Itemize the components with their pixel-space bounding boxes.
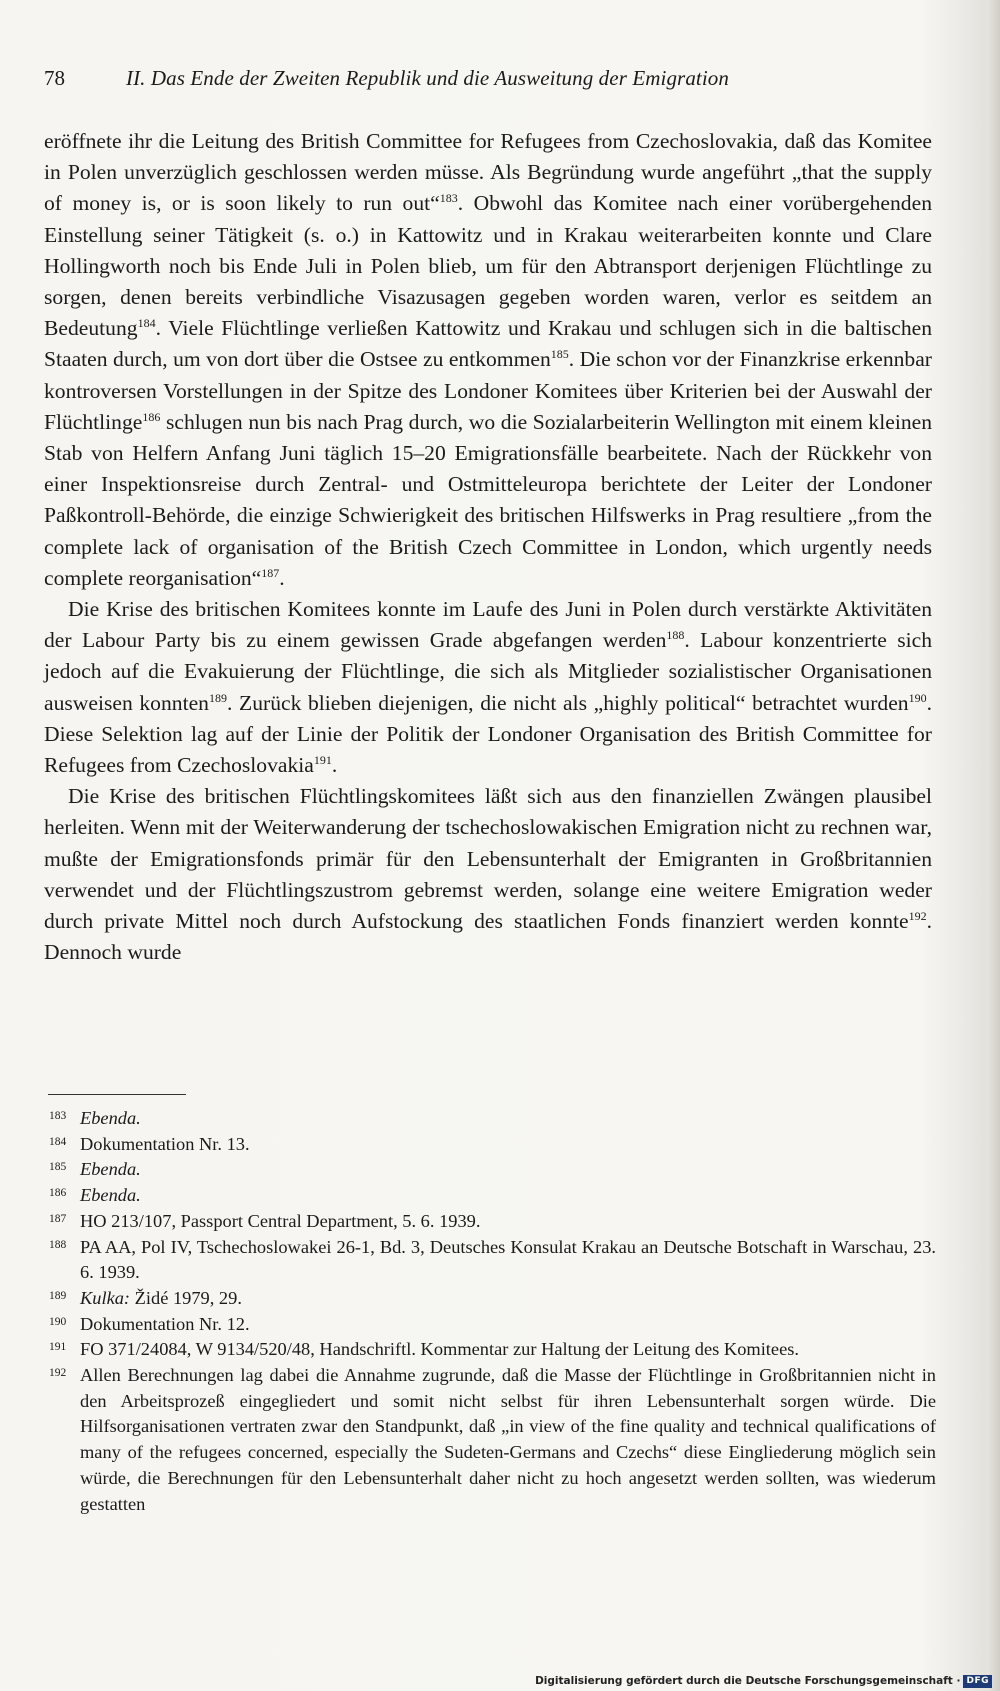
footnote-191	[49, 1337, 936, 1363]
footnote-text: Allen Berechnungen lag dabei die Annahme zugrunde, daß die Masse der Flüchtlinge in Großbritannien nicht in den Arbeitsprozeß eingegliedert und somit nicht selbst für ihren Lebensunterhalt sorgen würde. Die Hilfsorganisationen vertraten zwar den Standpunkt, daß „in view of the fine quality and technical qualifications of many of the refugees concerned, especially the Sudeten-Germans and Czechs“ diese Eingliederung möglich sein würde, die Berechnungen für den Lebensunterhalt daher nicht zu hoch angesetzt werden sollten, was wiederum gestatten	[80, 1365, 936, 1514]
footnote-text: HO 213/107, Passport Central Department, 5. 6. 1939.	[80, 1210, 481, 1231]
page-number: 78	[44, 66, 65, 90]
footnote-188	[49, 1235, 936, 1286]
footnote-ref-185[interactable]: 185	[550, 347, 569, 362]
text-run: .	[331, 753, 338, 778]
digitization-credit	[535, 1673, 992, 1689]
footnote-ref-183[interactable]: 183	[439, 191, 458, 206]
footnote-number: 186	[49, 1187, 67, 1200]
text-run: . Dennoch wurde	[44, 909, 932, 965]
footnotes	[49, 1106, 936, 1517]
footnote-ref-192[interactable]: 192	[908, 909, 927, 924]
footnote-text: PA AA, Pol IV, Tschechoslowakei 26-1, Bd. 3, Deutsches Konsulat Krakau an Deutsche Botschaft in Warschau, 23. 6. 1939.	[80, 1236, 936, 1283]
footnote-number: 183	[49, 1110, 67, 1122]
text-run: . Obwohl das Komitee nach einer vorübergehenden Einstellung seiner Tätigkeit (s. o.) in Kattowitz und in Krakau weiterarbeiten konnte und Clare Hollingworth noch bis Ende Juli in Polen blieb, um für den Abtransport derjenigen Flüchtlinge zu sorgen, denen bereits verbindliche Visazusagen gegeben worden waren, verlor es seitdem an Bedeutung	[44, 191, 932, 341]
footnote-number: 187	[49, 1212, 67, 1225]
footnote-184	[49, 1132, 936, 1158]
footnote-divider	[48, 1094, 186, 1095]
footnote-186	[49, 1183, 936, 1209]
footnote-number: 190	[49, 1315, 67, 1328]
text-run: . Diese Selektion lag auf der Linie der Politik der Londoner Organisation des British Committee for Refugees from Czechoslovakia	[44, 690, 932, 778]
running-head: II. Das Ende der Zweiten Republik und die Ausweitung der Emigration	[126, 66, 729, 90]
footnote-text: Dokumentation Nr. 13.	[80, 1133, 250, 1154]
footnote-number: 185	[49, 1161, 67, 1174]
text-run: . Zurück blieben diejenigen, die nicht als „highly political“ betrachtet wurden	[226, 690, 909, 715]
footnote-183	[49, 1106, 936, 1132]
footnote-text: Dokumentation Nr. 12.	[80, 1313, 250, 1334]
footnote-italic: Ebenda.	[80, 1159, 141, 1180]
text-run: . Viele Flüchtlinge verließen Kattowitz und Krakau und schlugen sich in die baltischen Staaten durch, um von dort über die Ostsee zu entkommen	[44, 316, 932, 372]
page-edge	[986, 0, 1000, 1691]
footnote-italic: Ebenda.	[80, 1185, 141, 1206]
text-run: .	[279, 565, 285, 590]
footnote-185	[49, 1157, 936, 1183]
footnote-ref-188[interactable]: 188	[666, 628, 685, 643]
paragraph-1	[44, 126, 932, 594]
footnote-ref-187[interactable]: 187	[261, 565, 280, 580]
main-text	[44, 126, 932, 968]
footnote-ref-186[interactable]: 186	[142, 409, 161, 424]
footnote-number: 184	[49, 1135, 67, 1148]
footnote-ref-189[interactable]: 189	[208, 690, 227, 705]
footnote-187	[49, 1209, 936, 1235]
footnote-189	[49, 1286, 936, 1312]
text-run: . Labour konzentrierte sich jedoch auf die Evakuierung der Flüchtlinge, die sich als Mitglieder sozialistischer Organisationen ausweisen konnten	[44, 628, 932, 715]
dfg-logo: DFG	[963, 1675, 992, 1688]
paragraph-2	[44, 594, 932, 781]
text-run: schlugen nun bis nach Prag durch, wo die Sozialarbeiterin Wellington mit einem kleinen Stab von Helfern Anfang Juni täglich 15–20 Emigrationsfälle bearbeitete. Nach der Rückkehr von einer Inspektionsreise durch Zentral- und Ostmitteleuropa berichtete der Leiter der Londoner Paßkontroll-Behörde, die einzige Schwierigkeit des britischen Hilfswerks in Prag resultiere „from the complete lack of organisation of the British Czech Committee in London, which urgently needs complete reorganisation“	[44, 409, 932, 590]
footnote-ref-191[interactable]: 191	[313, 753, 332, 768]
page-header	[44, 66, 914, 96]
footnote-ref-190[interactable]: 190	[908, 690, 927, 705]
text-run: Die Krise des britischen Flüchtlingskomitees läßt sich aus den finanziellen Zwängen plausibel herleiten. Wenn mit der Weiterwanderung der tschechoslowakischen Emigration nicht zu rechnen war, mußte der Emigrationsfonds primär für den Lebensunterhalt der Emigranten in Großbritannien verwendet und der Flüchtlingszustrom gebremst werden, solange eine weitere Emigration weder durch private Mittel noch durch Aufstockung des staatlichen Fonds finanziert werden konnte	[44, 784, 932, 934]
text-run: Die Krise des britischen Komitees konnte im Laufe des Juni in Polen durch verstärkte Aktivitäten der Labour Party bis zu einem gewissen Grade abgefangen werden	[44, 597, 932, 653]
footnote-italic: Kulka:	[80, 1287, 131, 1308]
text-run: . Die schon vor der Finanzkrise erkennbar kontroversen Vorstellungen in der Spitze des Londoner Komitees über Kriterien bei der Auswahl der Flüchtlinge	[44, 347, 932, 434]
paragraph-3	[44, 781, 932, 968]
text-run: eröffnete ihr die Leitung des British Committee for Refugees from Czechoslovakia, daß das Komitee in Polen unverzüglich geschlossen werden müsse. Als Begründung wurde angeführt „that the supply of money is, or is soon likely to run out“	[44, 129, 932, 216]
footnote-text: FO 371/24084, W 9134/520/48, Handschriftl. Kommentar zur Haltung der Leitung des Komitees.	[80, 1339, 799, 1360]
footnote-190	[49, 1312, 936, 1338]
footnote-ref-184[interactable]: 184	[137, 316, 156, 331]
credit-text: Digitalisierung gefördert durch die Deutsche Forschungsgemeinschaft ·	[535, 1675, 961, 1687]
footnote-number: 189	[49, 1289, 67, 1302]
footnote-number: 191	[49, 1341, 67, 1354]
footnote-italic: Ebenda.	[80, 1108, 141, 1128]
footnote-number: 192	[49, 1367, 67, 1380]
footnote-number: 188	[49, 1238, 67, 1251]
footnote-text: Židé 1979, 29.	[130, 1287, 242, 1308]
footnote-192	[49, 1363, 936, 1517]
